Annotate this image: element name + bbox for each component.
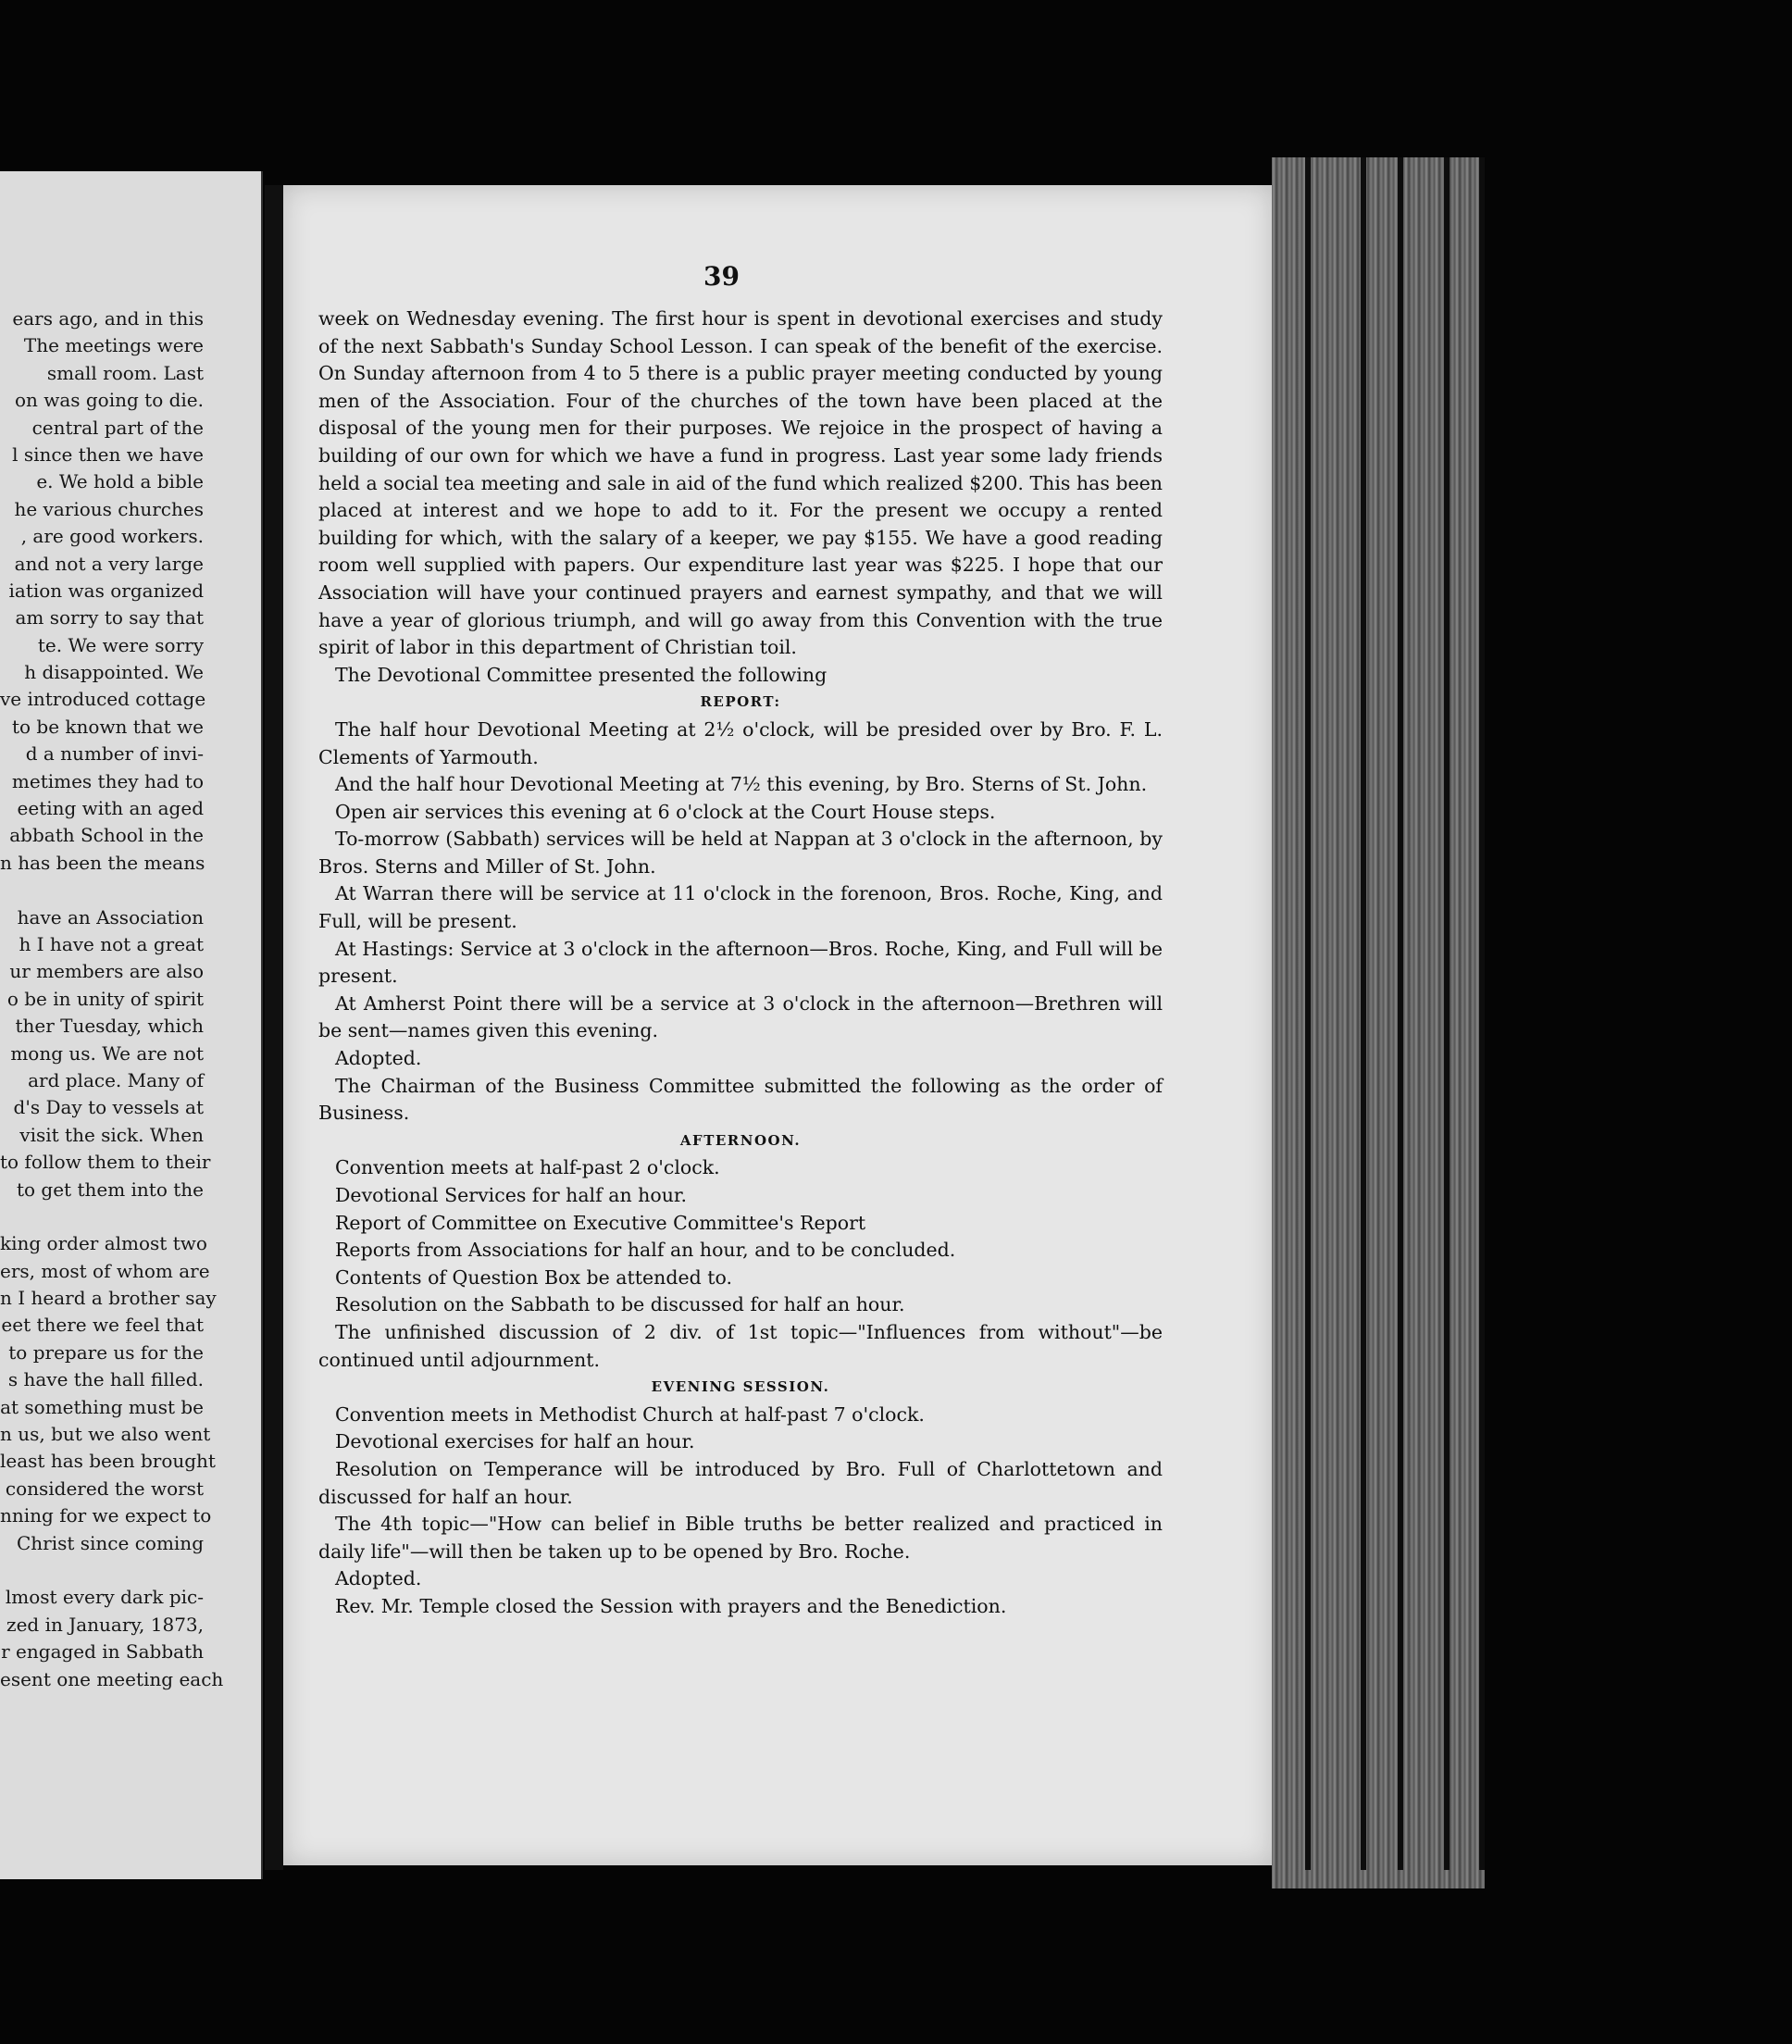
section-heading: REPORT:: [700, 693, 781, 711]
paragraph: At Amherst Point there will be a service at 3 o'clock in the afternoon—Brethren will be sent—names given this evening.: [318, 991, 1163, 1042]
left-page-line: ur members are also: [9, 960, 204, 983]
left-page-line: zed in January, 1873,: [6, 1613, 204, 1636]
left-page-line: central part of the: [31, 416, 204, 439]
paragraph: Contents of Question Box be attended to.: [335, 1265, 732, 1289]
left-page-line: d's Day to vessels at: [13, 1096, 204, 1119]
left-page-line: to get them into the: [16, 1178, 204, 1201]
section-heading: AFTERNOON.: [679, 1131, 802, 1149]
left-page-line: te. We were sorry: [37, 633, 204, 656]
left-page-line: to follow them to their: [0, 1151, 211, 1174]
page-body-text: [318, 305, 1163, 1621]
paragraph: week on Wednesday evening. The first hour is spent in devotional exercises and study of the next Sabbath's Sunday School Lesson. I can speak of the benefit of the exercise. On Sunday afternoon from 4 to 5 there is a public prayer meeting conducted by young men of the Association. Four of the churches of the town have been placed at the disposal of the young men for their purposes. We rejoice in the prospect of having a building of our own for which we have a fund in progress. Last year some lady friends held a social tea meeting and sale in aid of the fund which realized $200. This has been placed at interest and we hope to add to it. For the present we occupy a rented building for which, with the salary of a keeper, we pay $155. We have a good reading room well supplied with papers. Our expenditure last year was $225. I hope that our Association will have your continued prayers and earnest sympathy, and that we will have a year of glorious triumph, and will go away from this Convention with the true spirit of labor in this department of Christian toil.: [318, 307, 1163, 659]
left-page-line: considered the worst: [5, 1477, 204, 1500]
left-page-line: lmost every dark pic-: [5, 1586, 204, 1609]
left-page-line: r engaged in Sabbath: [1, 1640, 204, 1664]
left-page-line: eet there we feel that: [1, 1314, 204, 1337]
left-page-line: h disappointed. We: [24, 661, 204, 684]
left-page-line: [0, 877, 204, 904]
paragraph: Adopted.: [335, 1567, 422, 1590]
left-page-line: abbath School in the: [9, 824, 204, 847]
left-page-line: least has been brought: [0, 1450, 216, 1473]
left-page-text: [0, 305, 224, 1693]
left-page-line: iation was organized: [8, 579, 204, 602]
left-page-line: e. We hold a bible: [36, 470, 204, 493]
paragraph: At Hastings: Service at 3 o'clock in the afternoon—Bros. Roche, King, and Full will be present.: [318, 937, 1163, 988]
left-page-line: king order almost two: [0, 1232, 207, 1255]
paragraph: At Warran there will be service at 11 o'clock in the forenoon, Bros. Roche, King, and Full, will be present.: [318, 882, 1163, 933]
left-page-line: , are good workers.: [20, 525, 204, 548]
left-page-line: on was going to die.: [14, 389, 204, 412]
page-number: 39: [703, 261, 740, 292]
left-page-line: o be in unity of spirit: [6, 987, 204, 1010]
left-page-line: have an Association: [17, 905, 204, 929]
left-page-line: to be known that we: [11, 715, 204, 738]
left-page-line: The meetings were: [23, 334, 204, 357]
left-page-line: [0, 1557, 204, 1584]
left-page-line: n has been the means: [0, 851, 205, 874]
paragraph: And the half hour Devotional Meeting at 7½ this evening, by Bro. Sterns of St. John.: [335, 773, 1148, 796]
paragraph: To-morrow (Sabbath) services will be held at Nappan at 3 o'clock in the afternoon, by Bros. Sterns and Miller of St. John.: [318, 828, 1163, 878]
left-page-line: l since then we have: [12, 442, 204, 466]
left-page-line: ard place. Many of: [28, 1068, 204, 1091]
left-page-line: ers, most of whom are: [0, 1259, 210, 1282]
paragraph: Devotional exercises for half an hour.: [335, 1430, 695, 1453]
book-page-edges: [1272, 157, 1485, 1888]
left-page-line: am sorry to say that: [15, 606, 204, 629]
left-page-line: he various churches: [14, 497, 204, 520]
left-page: [0, 171, 263, 1879]
paragraph: The Devotional Committee presented the following: [335, 663, 828, 686]
left-page-line: small room. Last: [46, 361, 204, 384]
left-page-line: d a number of invi-: [25, 742, 204, 766]
left-page-line: n us, but we also went: [0, 1423, 211, 1446]
book-gutter: [265, 185, 283, 1870]
paragraph: Rev. Mr. Temple closed the Session with prayers and the Benediction.: [335, 1594, 1007, 1617]
left-page-line: ears ago, and in this: [12, 307, 204, 330]
paragraph: The unfinished discussion of 2 div. of 1st topic—"Influences from without"—be continued until adjournment.: [318, 1320, 1163, 1371]
paragraph: The 4th topic—"How can belief in Bible truths be better realized and practiced in daily life"—will then be taken up to be opened by Bro. Roche.: [318, 1513, 1163, 1563]
left-page-line: ve introduced cottage: [0, 688, 206, 711]
paragraph: Adopted.: [335, 1047, 422, 1070]
left-page-line: visit the sick. When: [19, 1123, 204, 1146]
paragraph: The Chairman of the Business Committee submitted the following as the order of Business.: [318, 1074, 1163, 1125]
section-heading: EVENING SESSION.: [651, 1378, 830, 1396]
left-page-line: n I heard a brother say: [0, 1287, 217, 1310]
left-page-line: [0, 1203, 204, 1230]
paragraph: Reports from Associations for half an hour, and to be concluded.: [335, 1239, 956, 1262]
paragraph: Convention meets at half-past 2 o'clock.: [335, 1156, 720, 1179]
paragraph: Open air services this evening at 6 o'clock at the Court House steps.: [335, 800, 996, 823]
paragraph: Devotional Services for half an hour.: [335, 1184, 687, 1206]
paragraph: The half hour Devotional Meeting at 2½ o'clock, will be presided over by Bro. F. L. Clements of Yarmouth.: [318, 717, 1163, 768]
left-page-line: metimes they had to: [11, 769, 204, 792]
left-page-line: to prepare us for the: [8, 1340, 204, 1364]
left-page-line: esent one meeting each: [0, 1667, 224, 1690]
paragraph: Convention meets in Methodist Church at half-past 7 o'clock.: [335, 1402, 925, 1426]
left-page-line: h I have not a great: [19, 932, 204, 955]
left-page-line: ther Tuesday, which: [15, 1015, 204, 1038]
left-page-line: s have the hall filled.: [7, 1368, 204, 1391]
paragraph: Resolution on the Sabbath to be discussed for half an hour.: [335, 1293, 905, 1316]
left-page-line: eeting with an aged: [17, 797, 204, 820]
left-page-line: at something must be: [0, 1395, 204, 1418]
left-page-line: mong us. We are not: [10, 1041, 204, 1065]
left-page-line: and not a very large: [14, 552, 204, 575]
paragraph: Resolution on Temperance will be introduced by Bro. Full of Charlottetown and discussed for half an hour.: [318, 1457, 1163, 1508]
paragraph: Report of Committee on Executive Committee's Report: [335, 1211, 866, 1234]
left-page-line: nning for we expect to: [0, 1504, 212, 1527]
left-page-line: Christ since coming: [16, 1531, 204, 1554]
